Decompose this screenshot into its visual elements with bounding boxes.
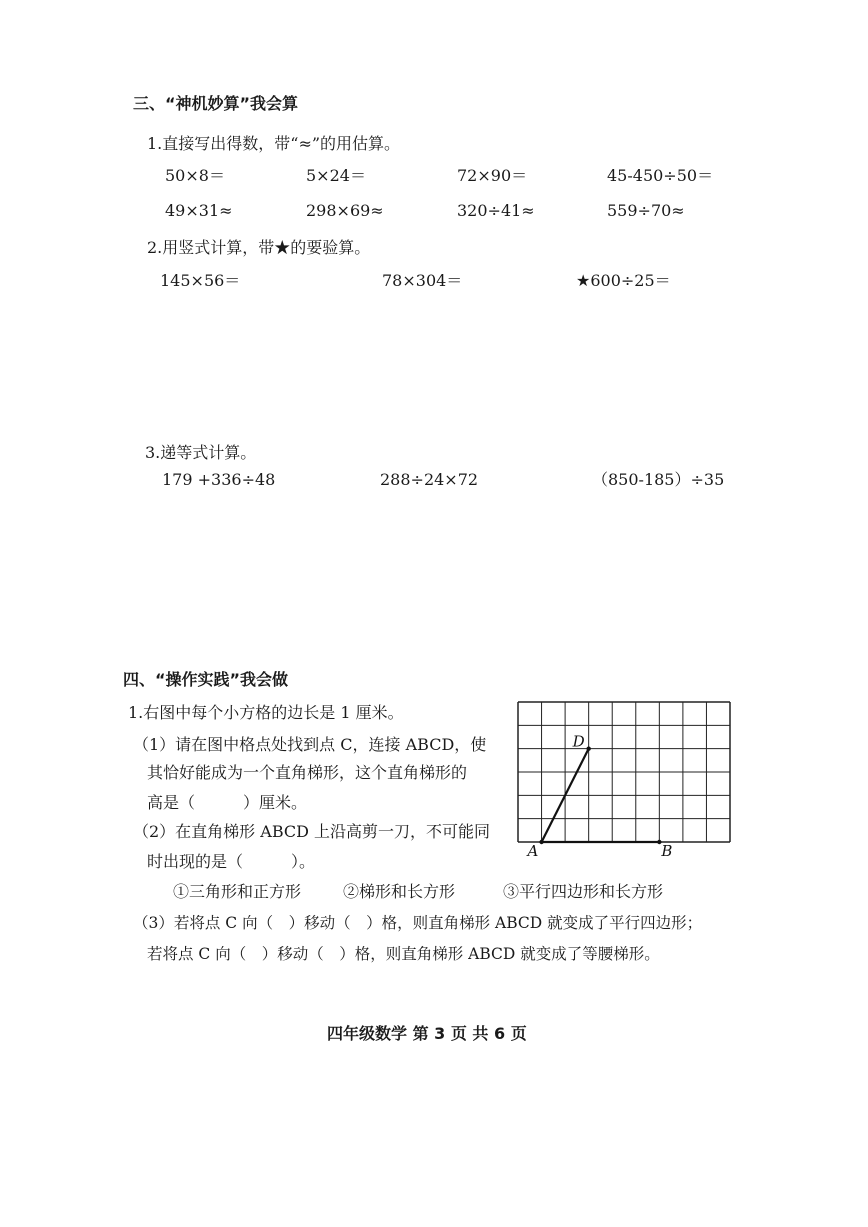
q2-item: 145×56＝ xyxy=(160,271,241,290)
q1-item: 298×69≈ xyxy=(306,201,384,220)
part1-line: 其恰好能成为一个直角梯形，这个直角梯形的 xyxy=(147,763,468,782)
q3-prompt: 3.递等式计算。 xyxy=(145,443,257,462)
grid-figure xyxy=(516,700,732,860)
q2-item: 78×304＝ xyxy=(382,271,463,290)
point-label-d: D xyxy=(572,732,585,751)
page-footer: 四年级数学 第 3 页 共 6 页 xyxy=(327,1024,527,1043)
option: ①三角形和正方形 xyxy=(173,882,302,901)
q4-intro: 1.右图中每个小方格的边长是 1 厘米。 xyxy=(128,703,404,722)
part2-line: （2）在直角梯形 ABCD 上沿高剪一刀，不可能同 xyxy=(133,822,491,841)
section3-title: 三、“神机妙算”我会算 xyxy=(133,94,299,113)
part3-line: 若将点 C 向（ ）移动（ ）格，则直角梯形 ABCD 就变成了等腰梯形。 xyxy=(147,945,660,963)
q1-item: 49×31≈ xyxy=(165,201,233,220)
part3-line: （3）若将点 C 向（ ）移动（ ）格，则直角梯形 ABCD 就变成了平行四边形； xyxy=(133,914,703,932)
point-label-b: B xyxy=(661,842,673,860)
q1-item: 320÷41≈ xyxy=(457,201,535,220)
q1-item: 50×8＝ xyxy=(165,166,225,185)
option: ③平行四边形和长方形 xyxy=(503,882,664,901)
point-a xyxy=(539,840,543,844)
point-d xyxy=(586,746,590,750)
q3-item: （850-185）÷35 xyxy=(592,470,725,489)
q1-item: 72×90＝ xyxy=(457,166,528,185)
q1-item: 5×24＝ xyxy=(306,166,366,185)
section4-title: 四、“操作实践”我会做 xyxy=(123,670,289,689)
point-label-a: A xyxy=(527,842,539,860)
q1-item: 559÷70≈ xyxy=(607,201,685,220)
q1-prompt: 1.直接写出得数，带“≈”的用估算。 xyxy=(147,134,401,153)
part2-line: 时出现的是（ ）。 xyxy=(147,852,316,871)
q3-item: 288÷24×72 xyxy=(380,470,479,489)
q3-item: 179 +336÷48 xyxy=(162,470,276,489)
part1-line: （1）请在图中格点处找到点 C，连接 ABCD，使 xyxy=(133,735,487,754)
option: ②梯形和长方形 xyxy=(343,882,456,901)
q1-item: 45-450÷50＝ xyxy=(607,166,714,185)
q2-item: ★600÷25＝ xyxy=(576,271,671,290)
q2-prompt: 2.用竖式计算，带★的要验算。 xyxy=(147,238,371,257)
part1-line: 高是（ ）厘米。 xyxy=(147,793,308,812)
